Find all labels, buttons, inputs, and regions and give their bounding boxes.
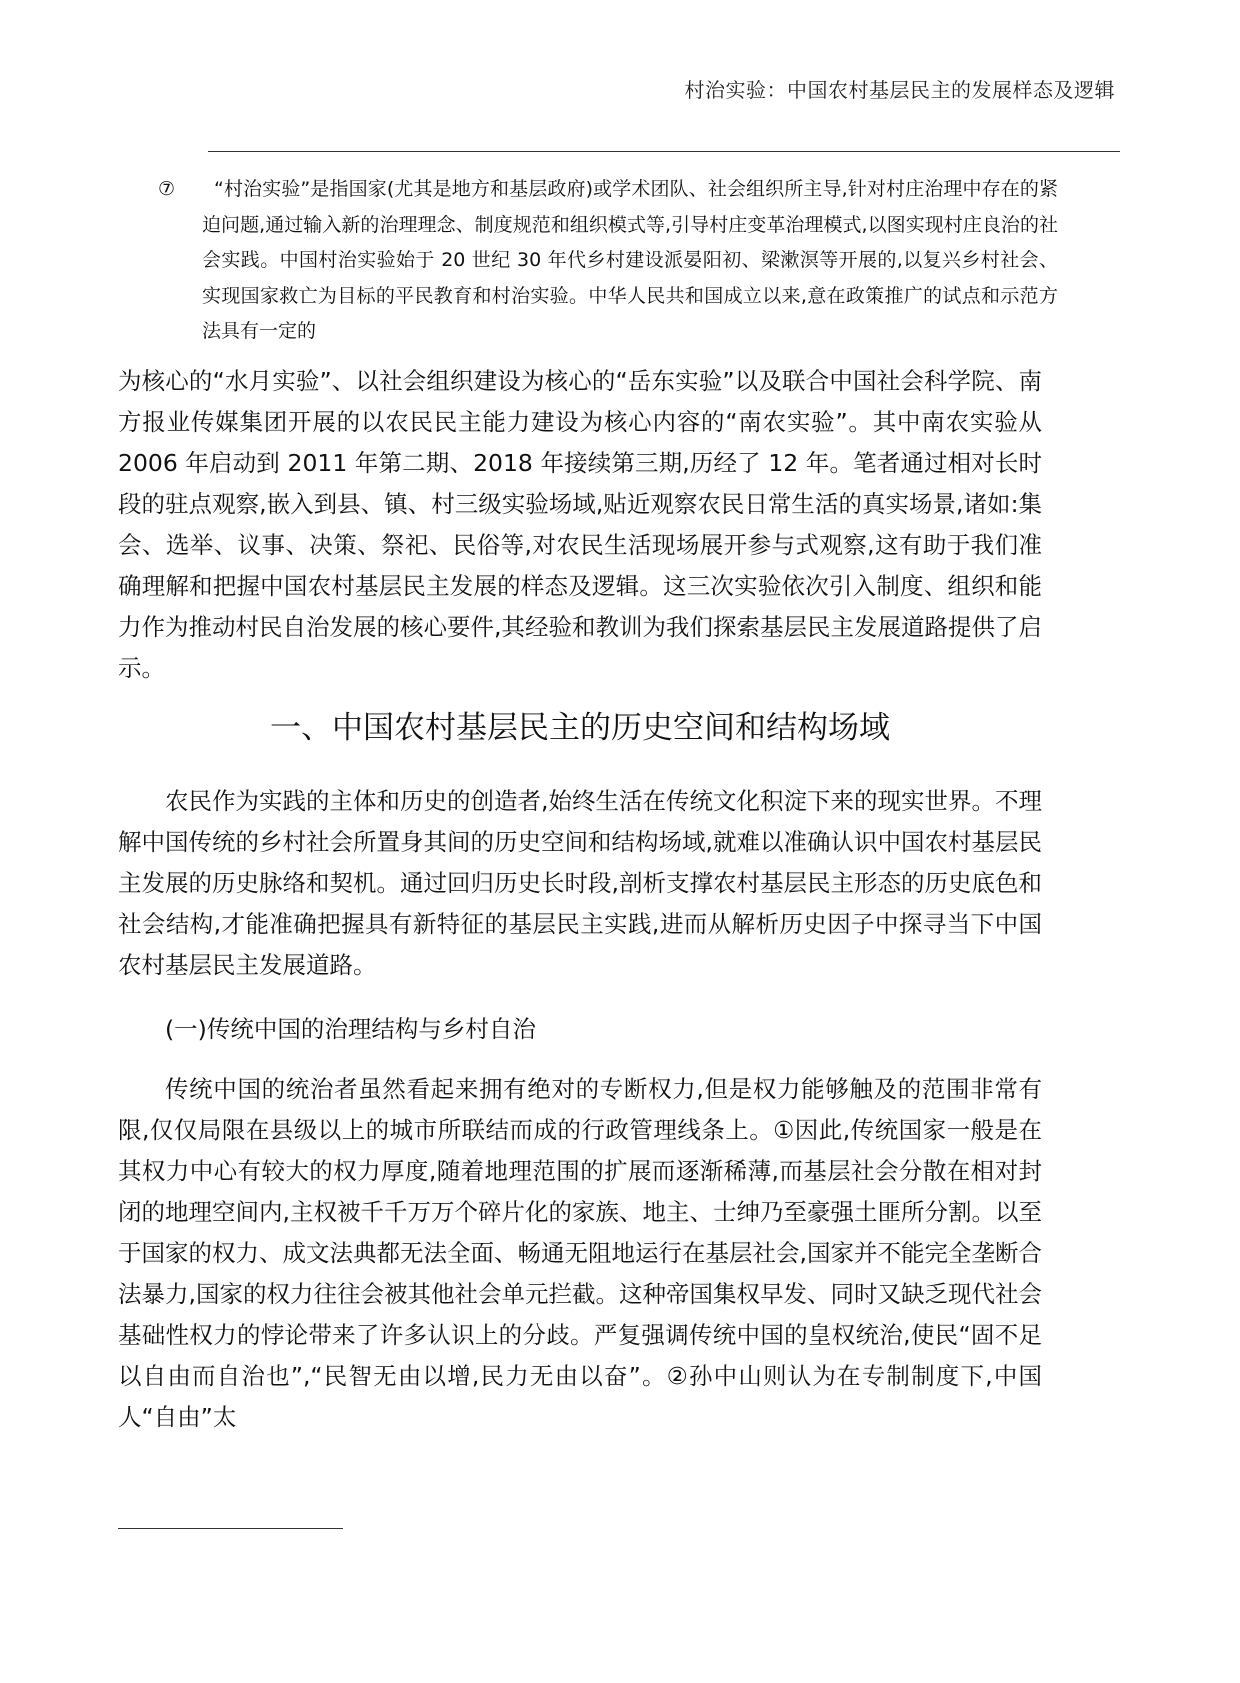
subsection-paragraph: 传统中国的统治者虽然看起来拥有绝对的专断权力,但是权力能够触及的范围非常有限,仅仅局限在县级以上的城市所联结而成的行政管理线条上。①因此,传统国家一般是在其权力中心有较大的权力厚度,随着地理范围的扩展而逐渐稀薄,而基层社会分散在相对封闭的地理空间内,主权被千千万万个碎片化的家族、地主、士绅乃至豪强土匪所分割。以至于国家的权力、成文法典都无法全面、畅通无阻地运行在基层社会,国家并不能完全垄断合法暴力,国家的权力往往会被其他社会单元拦截。这种帝国集权早发、同时又缺乏现代社会基础性权力的悖论带来了许多认识上的分歧。严复强调传统中国的皇权统治,使民“固不足以自由而自治也”,“民智无由以增,民力无由以奋”。②孙中山则认为在专制制度下,中国人“自由”太 (118, 1075, 1042, 1431)
header-rule (208, 151, 1120, 152)
intro-paragraph: 为核心的“水月实验”、以社会组织建设为核心的“岳东实验”以及联合中国社会科学院、南方报业传媒集团开展的以农民民主能力建设为核心内容的“南农实验”。其中南农实验从 2006 年启动到 2011 年第二期、2018 年接续第三期,历经了 12 年。笔者通过相对长时段的驻点观察,嵌入到县、镇、村三级实验场域,贴近观察农民日常生活的真实场景,诸如:集会、选举、议事、决策、祭祀、民俗等,对农民生活现场展开参与式观察,这有助于我们准确理解和把握中国农村基层民主发展的样态及逻辑。这三次实验依次引入制度、组织和能力作为推动村民自治发展的核心要件,其经验和教训为我们探索基层民主发展道路提供了启示。 (118, 367, 1042, 682)
section-title: 一、中国农村基层民主的历史空间和结构场域 (270, 710, 890, 746)
running-header-title: 村治实验：中国农村基层民主的发展样态及逻辑 (684, 78, 1115, 102)
footnote-marker: ⑦ (158, 178, 176, 200)
footnote-rule (118, 1528, 343, 1529)
footnote-text: “村治实验”是指国家(尤其是地方和基层政府)或学术团队、社会组织所主导,针对村庄治理中存在的紧迫问题,通过输入新的治理理念、制度规范和组织模式等,引导村庄变革治理模式,以图实现村庄良治的社会实践。中国村治实验始于 20 世纪 30 年代乡村建设派晏阳初、梁漱溟等开展的,以复兴乡村社会、实现国家救亡为目标的平民教育和村治实验。中华人民共和国成立以来,意在政策推广的试点和示范方法具有一定的 (202, 178, 1058, 342)
section-paragraph: 农民作为实践的主体和历史的创造者,始终生活在传统文化积淀下来的现实世界。不理解中国传统的乡村社会所置身其间的历史空间和结构场域,就难以准确认识中国农村基层民主发展的历史脉络和契机。通过回归历史长时段,剖析支撑农村基层民主形态的历史底色和社会结构,才能准确把握具有新特征的基层民主实践,进而从解析历史因子中探寻当下中国农村基层民主发展道路。 (118, 787, 1042, 979)
footnote-continuation (158, 172, 1058, 350)
subsection-title: (一)传统中国的治理结构与乡村自治 (165, 1015, 536, 1043)
